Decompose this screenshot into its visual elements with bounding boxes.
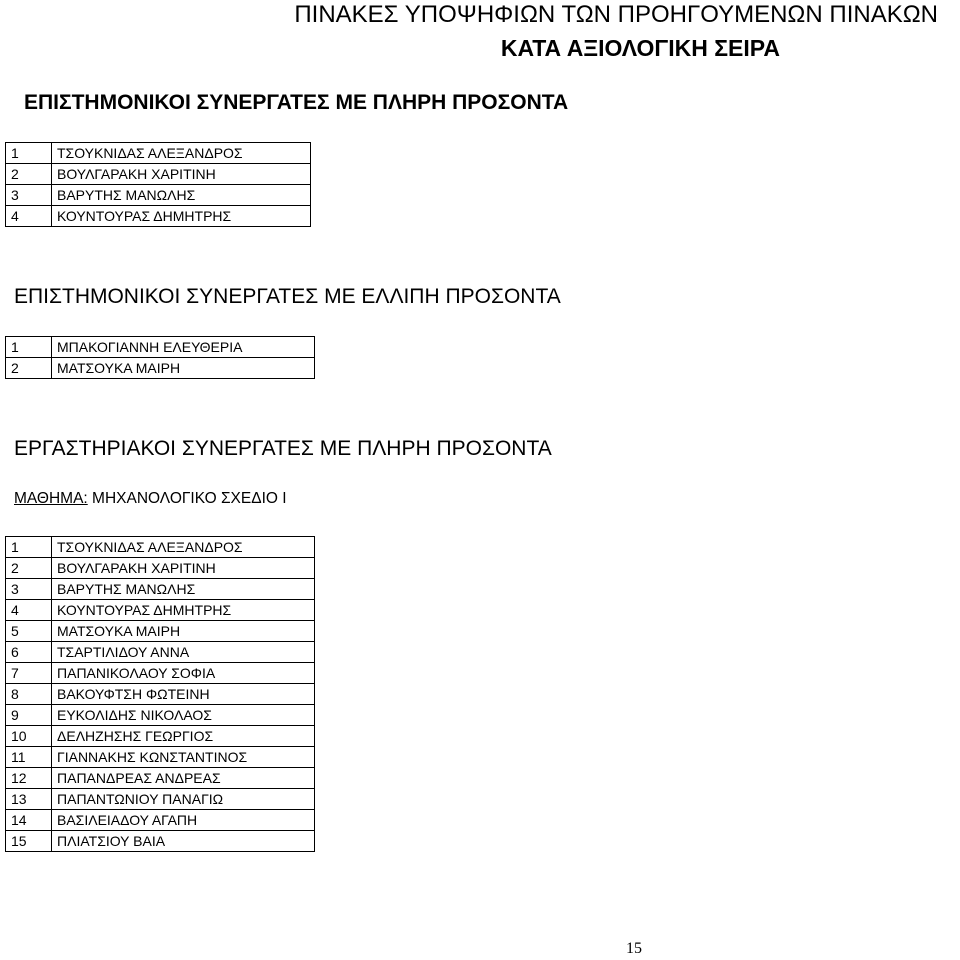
candidate-name: ΠΛΙΑΤΣΙΟΥ ΒΑΙΑ [52,831,315,852]
rank-number: 11 [6,747,52,768]
rank-number: 4 [6,206,52,227]
table-row [6,185,311,206]
candidate-name: ΒΑΡΥΤΗΣ ΜΑΝΩΛΗΣ [52,185,311,206]
table-row [6,768,315,789]
candidate-name: ΒΑΚΟΥΦΤΣΗ ΦΩΤΕΙΝΗ [52,684,315,705]
candidate-name: ΜΑΤΣΟΥΚΑ ΜΑΙΡΗ [52,358,315,379]
rank-number: 10 [6,726,52,747]
rank-number: 1 [6,537,52,558]
table-row [6,747,315,768]
rank-number: 7 [6,663,52,684]
table-row [6,705,315,726]
rank-number: 1 [6,337,52,358]
rank-number: 3 [6,185,52,206]
table-row [6,831,315,852]
rank-number: 6 [6,642,52,663]
table-row [6,164,311,185]
candidate-name: ΕΥΚΟΛΙΔΗΣ ΝΙΚΟΛΑΟΣ [52,705,315,726]
rank-number: 5 [6,621,52,642]
section-title-full-qualifications: ΕΠΙΣΤΗΜΟΝΙΚΟΙ ΣΥΝΕΡΓΑΤΕΣ ΜΕ ΠΛΗΡΗ ΠΡΟΣΟΝΤΑ [24,91,569,114]
rank-number: 15 [6,831,52,852]
rank-number: 1 [6,143,52,164]
header-title-line1: ΠΙΝΑΚΕΣ ΥΠΟΨΗΦΙΩΝ ΤΩΝ ΠΡΟΗΓΟΥΜΕΝΩΝ ΠΙΝΑΚΩΝ [294,1,938,28]
page-number: 15 [626,940,642,957]
candidate-name: ΒΟΥΛΓΑΡΑΚΗ ΧΑΡΙΤΙΝΗ [52,558,315,579]
rank-number: 3 [6,579,52,600]
subject-label: ΜΑΘΗΜΑ: [14,490,88,507]
header-title-line2: ΚΑΤΑ ΑΞΙΟΛΟΓΙΚΗ ΣΕΙΡΑ [500,35,780,61]
table-row [6,810,315,831]
rank-number: 2 [6,164,52,185]
candidate-name: ΠΑΠΑΝΔΡΕΑΣ ΑΝΔΡΕΑΣ [52,768,315,789]
candidate-name: ΤΣΑΡΤΙΛΙΔΟΥ ΑΝΝΑ [52,642,315,663]
candidate-name: ΔΕΛΗΖΗΣΗΣ ΓΕΩΡΓΙΟΣ [52,726,315,747]
table-row [6,358,315,379]
table-partial-qualifications [5,336,315,379]
table-full-qualifications [5,142,311,227]
candidate-name: ΠΑΠΑΝΤΩΝΙΟΥ ΠΑΝΑΓΙΩ [52,789,315,810]
candidate-name: ΚΟΥΝΤΟΥΡΑΣ ΔΗΜΗΤΡΗΣ [52,600,315,621]
rank-number: 14 [6,810,52,831]
candidate-name: ΤΣΟΥΚΝΙΔΑΣ ΑΛΕΞΑΝΔΡΟΣ [52,537,315,558]
table-row [6,621,315,642]
table-row [6,558,315,579]
table-row [6,600,315,621]
candidate-name: ΒΑΡΥΤΗΣ ΜΑΝΩΛΗΣ [52,579,315,600]
candidate-name: ΓΙΑΝΝΑΚΗΣ ΚΩΝΣΤΑΝΤΙΝΟΣ [52,747,315,768]
subject-line [14,490,287,508]
table-row [6,143,311,164]
table-row [6,663,315,684]
table-row [6,684,315,705]
table-row [6,206,311,227]
section-title-lab-collaborators: ΕΡΓΑΣΤΗΡΙΑΚΟΙ ΣΥΝΕΡΓΑΤΕΣ ΜΕ ΠΛΗΡΗ ΠΡΟΣΟΝΤΑ [14,437,552,460]
candidate-name: ΜΠΑΚΟΓΙΑΝΝΗ ΕΛΕΥΘΕΡΙΑ [52,337,315,358]
candidate-name: ΒΟΥΛΓΑΡΑΚΗ ΧΑΡΙΤΙΝΗ [52,164,311,185]
rank-number: 9 [6,705,52,726]
section-title-partial-qualifications: ΕΠΙΣΤΗΜΟΝΙΚΟΙ ΣΥΝΕΡΓΑΤΕΣ ΜΕ ΕΛΛΙΠΗ ΠΡΟΣΟΝΤΑ [14,285,561,308]
rank-number: 2 [6,358,52,379]
rank-number: 12 [6,768,52,789]
candidate-name: ΚΟΥΝΤΟΥΡΑΣ ΔΗΜΗΤΡΗΣ [52,206,311,227]
table-row [6,579,315,600]
subject-value: ΜΗΧΑΝΟΛΟΓΙΚΟ ΣΧΕΔΙΟ Ι [92,490,287,507]
rank-number: 13 [6,789,52,810]
table-row [6,642,315,663]
rank-number: 4 [6,600,52,621]
candidate-name: ΜΑΤΣΟΥΚΑ ΜΑΙΡΗ [52,621,315,642]
rank-number: 8 [6,684,52,705]
table-row [6,337,315,358]
table-row [6,726,315,747]
candidate-name: ΤΣΟΥΚΝΙΔΑΣ ΑΛΕΞΑΝΔΡΟΣ [52,143,311,164]
table-lab-collaborators [5,536,315,852]
table-row [6,537,315,558]
table-row [6,789,315,810]
candidate-name: ΒΑΣΙΛΕΙΑΔΟΥ ΑΓΑΠΗ [52,810,315,831]
rank-number: 2 [6,558,52,579]
candidate-name: ΠΑΠΑΝΙΚΟΛΑΟΥ ΣΟΦΙΑ [52,663,315,684]
